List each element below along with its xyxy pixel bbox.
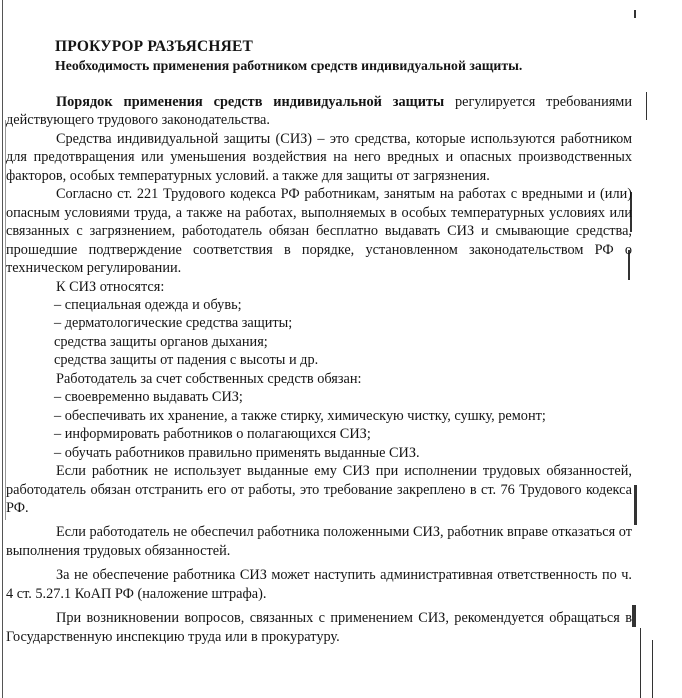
scan-artifact-top-right — [634, 10, 636, 18]
page-title: ПРОКУРОР РАЗЪЯСНЯЕТ — [55, 38, 254, 55]
list-item: средства защиты органов дыхания; — [54, 333, 268, 350]
scan-artifact-right-mark-4 — [634, 485, 637, 525]
paragraph-legal-basis: Согласно ст. 221 Трудового кодекса РФ работникам, занятым на работах с вредными и (или) опасным условиями труда, а также на работах, выполняемых в особых температурных условиях или связанных с загрязнением, работодатель обязан бесплатно выдавать СИЗ и смывающие средства, прошедшие подтверждение соответствия в порядке, установленном законодательством РФ о техническом регулировании. — [6, 186, 632, 277]
list-item: средства защиты от падения с высоты и др. — [54, 352, 319, 369]
paragraph-contact: При возникновении вопросов, связанных с применением СИЗ, рекомендуется обращаться в Государственную инспекцию труда или в прокуратуру. — [6, 610, 632, 645]
paragraph-intro — [6, 93, 632, 130]
list-item: – информировать работников о полагающихся СИЗ; — [54, 426, 371, 443]
scan-artifact-right-mark-5 — [632, 605, 636, 627]
list-item: – дерматологические средства защиты; — [54, 315, 293, 332]
paragraph-definition: Средства индивидуальной защиты (СИЗ) – это средства, которые используются работником для предотвращения или уменьшения воздействия на него вредных и опасных производственных факторов, особых температурных условий. а также для защиты от загрязнения. — [6, 130, 632, 184]
scan-artifact-bottom-right-2 — [652, 640, 653, 698]
paragraph-intro-rest: регулируется требованиями действующего трудового законодательства. — [6, 94, 632, 129]
scan-artifact-bottom-right — [640, 628, 641, 698]
paragraph-suspension: Если работник не использует выданные ему СИЗ при исполнении трудовых обязанностей, работодатель обязан отстранить его от работы, это требование закреплено в ст. 76 Трудового кодекса РФ. — [6, 463, 632, 516]
paragraph-liability: За не обеспечение работника СИЗ может наступить административная ответственность по ч. 4 ст. 5.27.1 КоАП РФ (наложение штрафа). — [6, 567, 632, 602]
list-item: – обучать работников правильно применять выданные СИЗ. — [54, 444, 420, 461]
document-body — [6, 93, 632, 646]
scan-artifact-left-edge — [2, 0, 3, 698]
page-subtitle: Необходимость применения работником средств индивидуальной защиты. — [55, 58, 523, 73]
list-item: – специальная одежда и обувь; — [54, 296, 242, 313]
scan-artifact-right-mark — [646, 92, 647, 120]
list-item: – своевременно выдавать СИЗ; — [54, 389, 243, 406]
list-intro-employer-duties: Работодатель за счет собственных средств обязан: — [56, 370, 362, 387]
list-item: – обеспечивать их хранение, а также стирку, химическую чистку, сушку, ремонт; — [54, 407, 546, 424]
paragraph-refusal-right: Если работодатель не обеспечил работника положенными СИЗ, работник вправе отказаться от выполнения трудовых обязанностей. — [6, 524, 632, 559]
list-intro-siz-types: К СИЗ относятся: — [56, 278, 165, 295]
paragraph-intro-lead: Порядок применения средств индивидуальной защиты — [56, 94, 445, 110]
